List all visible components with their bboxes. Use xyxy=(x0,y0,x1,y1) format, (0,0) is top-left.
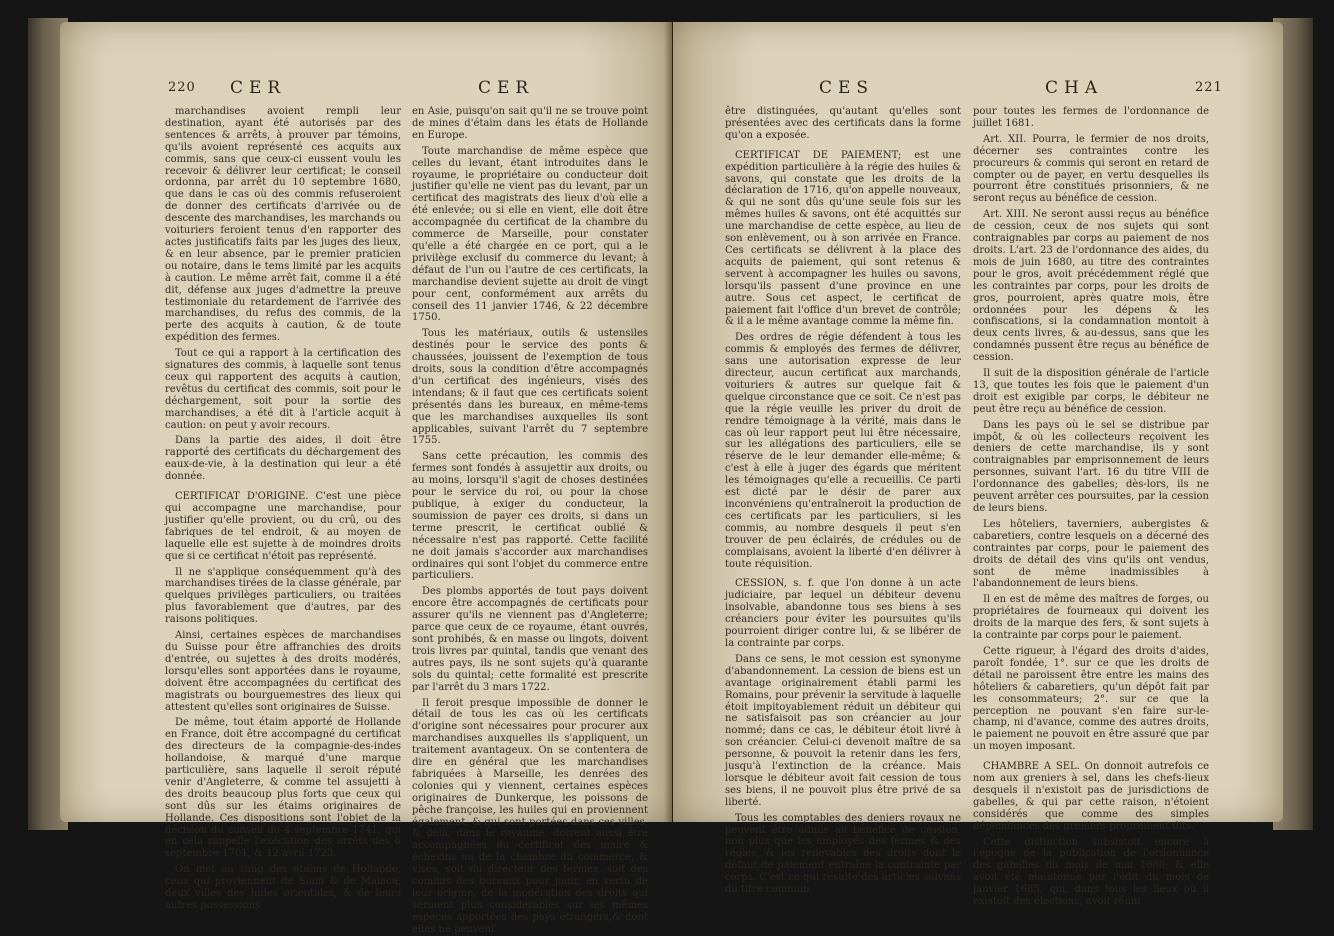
entry-certificat-paiement: CERTIFICAT DE PAIEMENT; est une expédition particulière à la régie des huiles & savons, qui constate que les droits de la déclaration de 1716, qu'on appelle nouveaux, & qui ne sont dûs qu'une seule fois sur les mêmes huiles & savons, ont été acquittés sur une marchandise de cette espèce, au lieu de son enlèvement, ou à son arrivée en France. Ces certificats se délivrent à la place des acquits de paiement, qui sont retenus & servent à accompagner les huiles ou savons, lorsqu'ils passent d'une province en une autre. Sous cet aspect, le certificat de paiement fait l'office d'un brevet de contrôle; & il a le même avantage comme la même fin. xyxy=(725,149,961,328)
paragraph: Il feroit presque impossible de donner le détail de tous les cas où les certificats d'origine sont nécessaires pour procurer aux marchandises auxquelles ils s'appliquent, un traitement avantageux. On se contentera de dire en général que les marchandises fabriquées à Marseille, les denrées des colonies qui y viennent, certaines espèces originaires de Dunkerque, les poissons de pêche françoise, les huiles qui en proviennent également, & qui sont portées dans ces villes, & delà, dans le royaume, doivent aussi être accompagnées du certificat des maire & échevins ou de la chambre du commerce, & visés, soit du directeur des fermes, soit des commis des bureaux pour jouir, en vertu de leur origine, de la modération des droits qui seroient plus considérables sur les mêmes espèces apportées des pays étrangers,& dont elles ne peuvent xyxy=(412,697,648,935)
running-head-right-1: CES xyxy=(819,78,875,98)
paragraph: Il en est de même des maîtres de forges, ou propriétaires de fourneaux qui doivent les droits de la marque des fers, & sont sujets à la contrainte par corps pour le paiement. xyxy=(973,594,1209,642)
paragraph: Tous les matériaux, outils & ustensiles destinés pour le service des ponts & chaussées, jouissent de l'exemption de tous droits, sous la condition d'être accompagnés d'un certificat des ingénieurs, visés des intendans; & il faut que ces certificats soient présentés dans les bureaux, en même-tems que les marchandises auxquelles ils sont applicables, suivant l'arrêt du 7 septembre 1755. xyxy=(412,328,648,447)
paragraph: Art. XIII. Ne seront aussi reçus au bénéfice de cession, ceux de nos sujets qui sont contraignables par corps au paiement de nos droits. L'art. 23 de l'ordonnance des aides, du mois de juin 1680, au titre des contraintes pour le gros, avoit précédemment réglé que les contraintes par corps, pour les droits de gros, pourroient, après quatre mois, être ordonnées pour les dépens & les confiscations, si la condamnation montoit à deux cents livres, & au-dessus, sans que les condamnés pussent être reçus au bénéfice de cession. xyxy=(973,209,1209,364)
left-column-1 xyxy=(165,106,401,911)
open-book xyxy=(28,10,1313,935)
paragraph: De même, tout étaim apporté de Hollande en France, doit être accompagné du certificat des directeurs de la compagnie-des-indes hollandoise, & marqué d'une marque particulière, sans laquelle il seroit réputé venir d'Angleterre, & comme tel assujetti à des droits beaucoup plus forts que ceux qui sont dûs sur les étaims originaires de Hollande. Ces dispositions sont l'objet de la décision du conseil du 4 septembre 1741, qui en cela rappelle l'exécution des arrêts des 6 septembre 1701, & 12 avril 1723. xyxy=(165,717,401,860)
paragraph: Des ordres de régie défendent à tous les commis & employés des fermes de délivrer, sans une autorisation expresse de leur directeur, aucun certificat aux marchands, voituriers & autres sur quelque fait & quelque circonstance que ce soit. Ce n'est pas que la régie veuille les priver du droit de rendre témoignage à la vérité, mais dans le cas où leur rapport peut lui être nécessaire, sur les allégations des particuliers, elle se réserve de le leur demander elle-même; & c'est à elle à juger des égards que méritent les témoignages qu'elle a recueillis. Ce parti est dicté par le désir de parer aux inconvéniens qu'entraîneroit la production de ces certificats par les particuliers, si les commis, au nombre desquels il peut s'en trouver de peu éclairés, de crédules ou de complaisans, avoient la liberté d'en délivrer à toute réquisition. xyxy=(725,332,961,570)
running-head-left-1: CER xyxy=(230,78,287,98)
paragraph: Tout ce qui a rapport à la certification des signatures des commis, à laquelle sont tenus ceux qui rapportent des acquits à caution, revêtus du certificat des commis, soit pour le déchargement, soit pour la sortie des marchandises, a été dit à l'article acquit à caution: on peut y avoir recours. xyxy=(165,348,401,431)
paragraph: Tous les comptables des deniers royaux ne peuvent être admis au bénéfice de cession, non plus que les employés des fermes & des régies, & les redevables des droits dont le défaut de paiement entraîne la contrainte par corps. C'est ce qui résulte des articles suivans du titre commun xyxy=(725,812,961,896)
paragraph: Il suit de la disposition générale de l'article 13, que toutes les fois que le paiement d'un droit est exigible par corps, le débiteur ne peut être reçu au bénéfice de cession. xyxy=(973,368,1209,415)
paragraph: être distinguées, qu'autant qu'elles sont présentées avec des certificats dans la forme qu'on a exposée. xyxy=(725,106,961,141)
paragraph: Ainsi, certaines espèces de marchandises du Suisse pour être affranchies des droits d'entrée, ou sujettes à des droits modérés, lorsqu'elles sont apportées dans le royaume, doivent être accompagnées du certificat des magistrats ou bourguemestres des lieux qui attestent qu'elles sont originaires de Suisse. xyxy=(165,630,401,713)
paragraph: Cette distinction subsistoit encore à l'époque de la publication de l'ordonnance des gabelles du mois de mai 1680; & elle avoit été maintenue par l'édit du mois de janvier 1685, qui, dans tous les lieux où il existoit des élections, avoit réuni xyxy=(973,836,1209,908)
paragraph: Sans cette précaution, les commis des fermes sont fondés à assujettir aux droits, ou au moins, lorsqu'il s'agit de choses destinées pour le service du roi, ou pour la chose publique, à exiger du conducteur, la soumission de payer ces droits, si dans un terme prescrit, le certificat oublié & nécessaire n'est pas rapporté. Cette facilité ne doit jamais s'accorder aux marchandises ordinaires qui sont l'objet du commerce entre particuliers. xyxy=(412,451,648,582)
paragraph: en Asie, puisqu'on sait qu'il ne se trouve point de mines d'étaim dans les états de Hollande en Europe. xyxy=(412,106,648,141)
paragraph: Les hôteliers, taverniers, aubergistes & cabaretiers, contre lesquels on a décerné des contraintes par corps, pour le paiement des droits de détail des vins qu'ils ont vendus, sont de même inadmissibles à l'abandonnement de leurs biens. xyxy=(973,518,1209,590)
page-number-left: 220 xyxy=(168,80,196,95)
paragraph: Il ne s'applique conséquemment qu'à des marchandises tirées de la classe générale, par quelques privilèges particuliers, ou traitées plus favorablement que d'autres, par des raisons politiques. xyxy=(165,566,401,626)
paragraph: marchandises avoient rempli leur destination, ayant été autorisés par des sentences & arrêts, à prouver par témoins, qu'ils avoient représenté ces acquits aux commis, sans que ceux-ci eussent voulu les recevoir & délivrer leur certificat; le conseil ordonna, par arrêt du 10 septembre 1680, que dans le cas où des commis refuseroient de donner des certificats d'arrivée ou de descente des marchandises, les marchands ou voituriers feroient tenus d'en rapporter des actes justificatifs faits par les juges des lieux, & en leur absence, par le premier praticien ou notaire, dans le tems limité par les acquits à caution. Le même arrêt fait, comme il a été dit, défense aux juges d'admettre la preuve testimoniale du retardement de l'arrivée des marchandises, du refus des commis, de la perte des acquits à caution, & de toute expédition des fermes. xyxy=(165,106,401,344)
running-head-left-2: CER xyxy=(478,78,535,98)
paragraph: pour toutes les fermes de l'ordonnance de juillet 1681. xyxy=(973,106,1209,129)
paragraph: Toute marchandise de même espèce que celles du levant, étant introduites dans le royaume, le propriétaire ou conducteur doit justifier qu'elle ne vient pas du levant, par un certificat des magistrats des lieux d'où elle a été enlevée; ou si elle en vient, elle doit être accompagnée du certificat de la chambre du commerce de Marseille, pour constater qu'elle a été chargée en ce port, qui a le privilège exclusif du commerce du levant; à défaut de l'un ou l'autre de ces certificats, la marchandise devient sujette au droit de vingt pour cent, conformément aux arrêts du conseil des 11 janvier 1746, & 22 décembre 1750. xyxy=(412,145,648,324)
paragraph: Des plombs apportés de tout pays doivent encore être accompagnés de certificats pour assurer qu'ils ne viennent pas d'Angleterre; parce que ceux de ce royaume, étant ouvrés, sont prohibés, & en masse ou lingots, doivent trois livres par quintal, tandis que venant des autres pays, ils ne sont sujets qu'à quarante sols du quintal; cette formalité est prescrite par l'arrêt du 3 mars 1722. xyxy=(412,586,648,693)
running-head-right-2: CHA xyxy=(1045,78,1104,98)
paragraph: Dans la partie des aides, il doit être rapporté des certificats du déchargement des eaux-de-vie, à la destination qui leur a été donnée. xyxy=(165,435,401,483)
entry-chambre-a-sel: CHAMBRE A SEL. On donnoit autrefois ce nom aux greniers à sel, dans les chefs-lieux desquels il n'existoit pas de jurisdictions de gabelles, & qui par cette raison, n'étoient considérés que comme des simples dépendances des greniers proprement dits. xyxy=(973,761,1209,832)
right-column-2 xyxy=(973,106,1209,908)
right-page xyxy=(673,22,1283,908)
entry-certificat-origine: CERTIFICAT D'ORIGINE. C'est une pièce qui accompagne une marchandise, pour justifier qu'elle provient, ou du crû, ou des fabriques de tel endroit, & au moyen de laquelle elle est sujette à de moindres droits que si ce certificat n'étoit pas représenté. xyxy=(165,491,401,562)
page-number-right: 221 xyxy=(1195,80,1223,95)
entry-cession: CESSION, s. f. que l'on donne à un acte judiciaire, par lequel un débiteur devenu insolvable, abandonne tous ses biens à ses créanciers pour éviter les poursuites qu'ils pourroient diriger contre lui, & se libérer de la contrainte par corps. xyxy=(725,578,961,649)
left-column-2 xyxy=(412,106,648,935)
paragraph: Dans ce sens, le mot cession est synonyme d'abandonnement. La cession de biens est un avantage originairement établi parmi les Romains, pour prévenir la servitude à laquelle étoit impitoyablement réduit un débiteur qui ne satisfaisoit pas son créancier au jour nommé; dans ce cas, le débiteur étoit livré à son créancier. Celui-ci devenoit maître de sa personne, & pouvoit la retenir dans les fers, jusqu'à l'extinction de la créance. Mais lorsque le débiteur avoit fait cession de tous ses biens, il ne pouvoit plus être privé de sa liberté. xyxy=(725,653,961,808)
paragraph: Cette rigueur, à l'égard des droits d'aides, paroît fondée, 1°. sur ce que les droits de détail ne paroissent être entre les mains des hôteliers & cabaretiers, qu'un dépôt fait par les consommateurs; 2°. sur ce que la perception ne pouvant s'en faire sur-le-champ, ni d'avance, comme des autres droits, le paiement ne pouvoit en être assuré que par un moyen imposant. xyxy=(973,645,1209,753)
paragraph: Art. XII. Pourra, le fermier de nos droits, décerner ses contraintes contre les procureurs & commis qui seront en retard de compter ou de payer, en vertu desquelles ils pourront être constitués prisonniers, & ne seront reçus au bénéfice de cession. xyxy=(973,133,1209,205)
paragraph: On met au rang des étaims de Hollande, ceux qui proviennent de Siam & de Malaca, deux villes des Indes orientales, & de leurs autres possessions xyxy=(165,864,401,911)
right-column-1 xyxy=(725,106,961,896)
paragraph: Dans les pays où le sel se distribue par impôt, & où les collecteurs reçoivent les deniers de cette marchandise, ils y sont contraignables par emprisonnement de leurs personnes, suivant l'art. 16 du titre VIII de l'ordonnance des gabelles; dès-lors, ils ne peuvent arrêter ces poursuites, par la cession de leurs biens. xyxy=(973,419,1209,514)
left-page xyxy=(60,22,672,935)
